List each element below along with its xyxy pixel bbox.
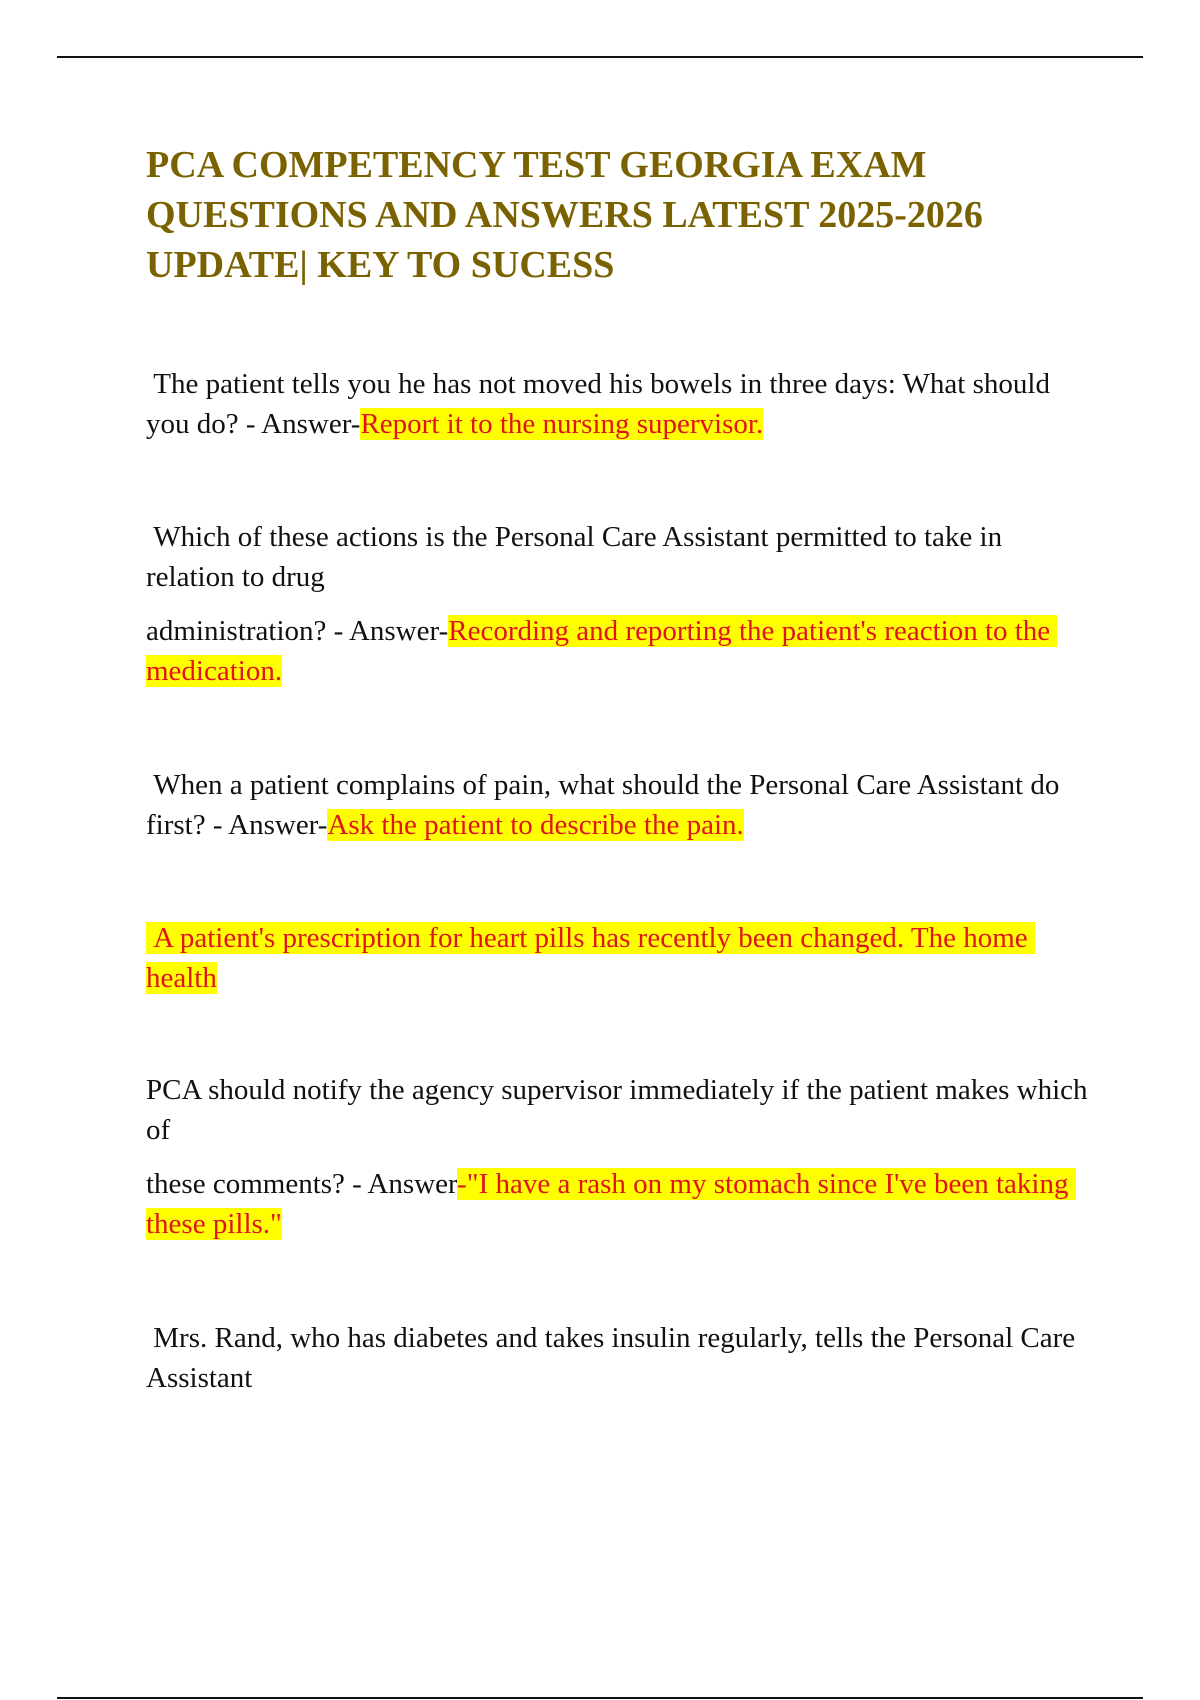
- qa-item-1: [146, 364, 1096, 444]
- qa-item-4: [146, 918, 1096, 998]
- bottom-rule: [57, 1697, 1143, 1699]
- qa-item-6: [146, 1318, 1096, 1398]
- question-text: Which of these actions is the Personal Care Assistant permitted to take in relation to drug: [146, 521, 1010, 593]
- top-rule: [57, 56, 1143, 58]
- qa-item-2-question: [146, 517, 1096, 597]
- question-text: When a patient complains of pain, what should the Personal Care Assistant do first? - Answer-: [146, 769, 1067, 841]
- qa-item-5-question: [146, 1070, 1096, 1150]
- qa-item-5-answer-line: [146, 1164, 1096, 1244]
- answer-highlight: Report it to the nursing supervisor.: [360, 408, 764, 440]
- answer-highlight: Ask the patient to describe the pain.: [327, 809, 744, 841]
- highlighted-question-text: A patient's prescription for heart pills has recently been changed. The home health: [146, 922, 1035, 994]
- answer-highlight: -"I have a rash on my stomach since I've been taking these pills.": [146, 1168, 1076, 1240]
- question-text: Mrs. Rand, who has diabetes and takes insulin regularly, tells the Personal Care Assistant: [146, 1322, 1081, 1394]
- qa-item-2-answer-line: [146, 611, 1096, 691]
- qa-item-3: [146, 765, 1096, 845]
- document-body: [146, 140, 1096, 1394]
- question-text: PCA should notify the agency supervisor immediately if the patient makes which of: [146, 1074, 1095, 1146]
- question-text: these comments? - Answer: [146, 1168, 458, 1200]
- question-text: The patient tells you he has not moved his bowels in three days: What should you do? - Answer-: [146, 368, 1058, 440]
- document-title: PCA COMPETENCY TEST GEORGIA EXAM QUESTIONS AND ANSWERS LATEST 2025-2026 UPDATE| KEY TO SUCESS: [146, 144, 983, 286]
- question-text: administration? - Answer-: [146, 615, 449, 647]
- answer-highlight: Recording and reporting the patient's reaction to the medication.: [146, 615, 1058, 687]
